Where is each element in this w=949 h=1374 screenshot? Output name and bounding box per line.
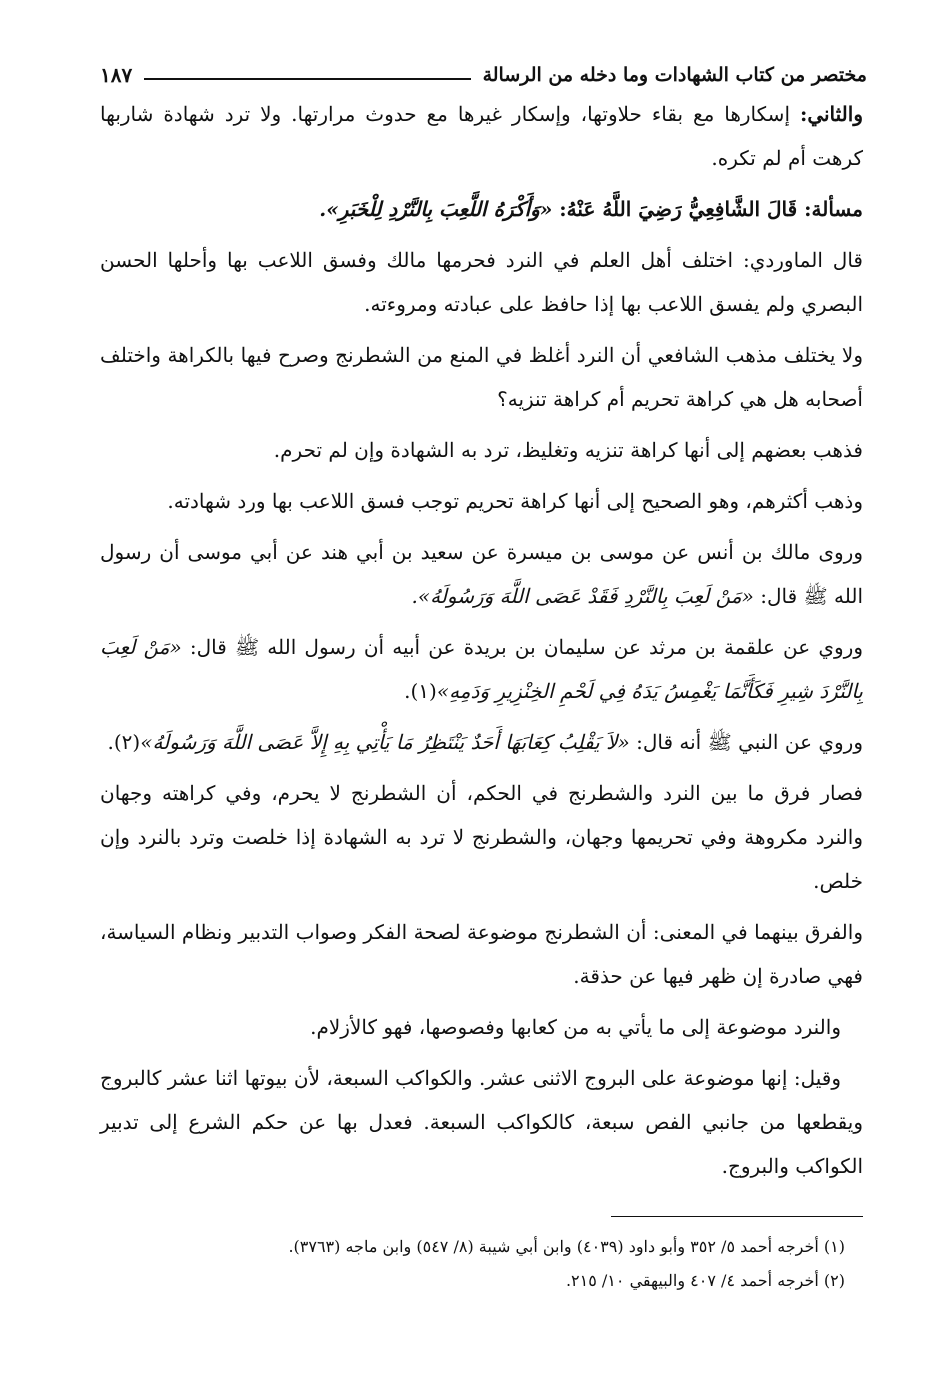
paragraph-lead: والثاني:	[799, 102, 863, 126]
hadith-quote: «مَنْ لَعِبَ بِالنَّرْدِ فَقَدْ عَصَى اللَّهَ وَرَسُولَهُ».	[411, 584, 754, 608]
paragraph-5: فذهب بعضهم إلى أنها كراهة تنزيه وتغليظ، ترد به الشهادة وإن لم تحرم.	[273, 438, 863, 462]
footnote-1: (١) أخرجه أحمد ٥/ ٣٥٢ وأبو داود (٤٠٣٩) وابن أبي شيبة (٨/ ٥٤٧) وابن ماجه (٣٧٦٣).	[288, 1237, 845, 1256]
paragraph-13: وقيل: إنها موضوعة على البروج الاثنى عشر. والكواكب السبعة، لأن بيوتها اثنا عشر كالبروج ويقطعها من جانبي الفص سبعة، كالكواكب السبعة. فعدل بها عن حكم الشرع إلى تدبير الكواكب والبروج.	[100, 1066, 863, 1178]
running-header	[100, 58, 867, 92]
header-rule	[144, 78, 470, 80]
paragraph-text: إسكارها مع بقاء حلاوتها، وإسكار غيرها مع حدوث مرارتها. ولا ترد شهادة شاربها كرهت أم لم تكره.	[100, 102, 863, 170]
paragraph-4: ولا يختلف مذهب الشافعي أن النرد أغلظ في المنع من الشطرنج وصرح فيها بالكراهة واختلف أصحابه هل هي كراهة تحريم أم كراهة تنزيه؟	[100, 343, 863, 411]
footnote-reference: (٢).	[107, 730, 141, 754]
page-number: ١٨٧	[100, 63, 133, 87]
hadith-chain: وروى مالك بن أنس عن موسى بن ميسرة عن سعيد بن أبي هند عن أبي موسى أن رسول الله ﷺ قال:	[100, 540, 863, 608]
paragraph-1	[100, 92, 863, 180]
footnote-reference: (١).	[404, 679, 437, 703]
paragraph-11: والفرق بينهما في المعنى: أن الشطرنج موضوعة لصحة الفكر وصواب التدبير ونظام السياسة، فهي صادرة إن ظهر فيها عن حذقة.	[100, 920, 863, 988]
footnote-rule	[611, 1216, 863, 1217]
footnote-2: (٢) أخرجه أحمد ٤/ ٤٠٧ والبيهقي ١٠/ ٢١٥.	[565, 1271, 845, 1290]
body-text	[100, 92, 863, 1195]
masala-heading: مسألة: قَالَ الشَّافِعِيُّ رَضِيَ اللَّهُ عَنْهُ:	[559, 197, 863, 221]
hadith-paragraph-1	[100, 530, 863, 618]
paragraph-12: والنرد موضوعة إلى ما يأتي به من كعابها وفصوصها، فهو كالأزلام.	[310, 1015, 841, 1039]
masala-paragraph	[100, 187, 863, 231]
hadith-paragraph-2	[100, 625, 863, 713]
hadith-paragraph-3	[100, 720, 863, 764]
running-title: مختصر من كتاب الشهادات وما دخله من الرسالة	[482, 64, 867, 86]
paragraph-10: فصار فرق ما بين النرد والشطرنج في الحكم، أن الشطرنج لا يحرم، وفي كراهته وجهان والنرد مكروهة وفي تحريمها وجهان، والشطرنج لا ترد به الشهادة إذا خلصت وترد بالنرد وإن خلص.	[100, 781, 863, 893]
hadith-chain: وروي عن علقمة بن مرثد عن سليمان بن بريدة عن أبيه أن رسول الله ﷺ قال:	[181, 635, 863, 659]
paragraph-3: قال الماوردي: اختلف أهل العلم في النرد فحرمها مالك وفسق اللاعب بها وأحلها الحسن البصري ولم يفسق اللاعب بها إذا حافظ على عبادته ومروءته.	[100, 248, 863, 316]
masala-quote: «وَأَكْرَهُ اللَّعِبَ بِالنَّرْدِ لِلْخَبَرِ».	[319, 197, 560, 221]
paragraph-6: وذهب أكثرهم، وهو الصحيح إلى أنها كراهة تحريم توجب فسق اللاعب بها ورد شهادته.	[167, 489, 863, 513]
hadith-chain: وروي عن النبي ﷺ أنه قال:	[629, 730, 863, 754]
hadith-quote: «مَنْ لَعِبَ بِالنَّرْدَ شِيرِ فَكَأَنَّمَا يَغْمِسُ يَدَهُ فِي لَحْمِ الخِنْزِيرِ وَدَمِهِ»	[100, 635, 863, 703]
hadith-quote: «لاَ يَقْلِبُ كِعَابَهَا أَحَدٌ يَنْتَظِرُ مَا يَأْتِي بِهِ إِلاَّ عَصَى اللَّهَ وَرَسُولَهُ»	[140, 730, 630, 754]
footnotes	[100, 1230, 845, 1298]
